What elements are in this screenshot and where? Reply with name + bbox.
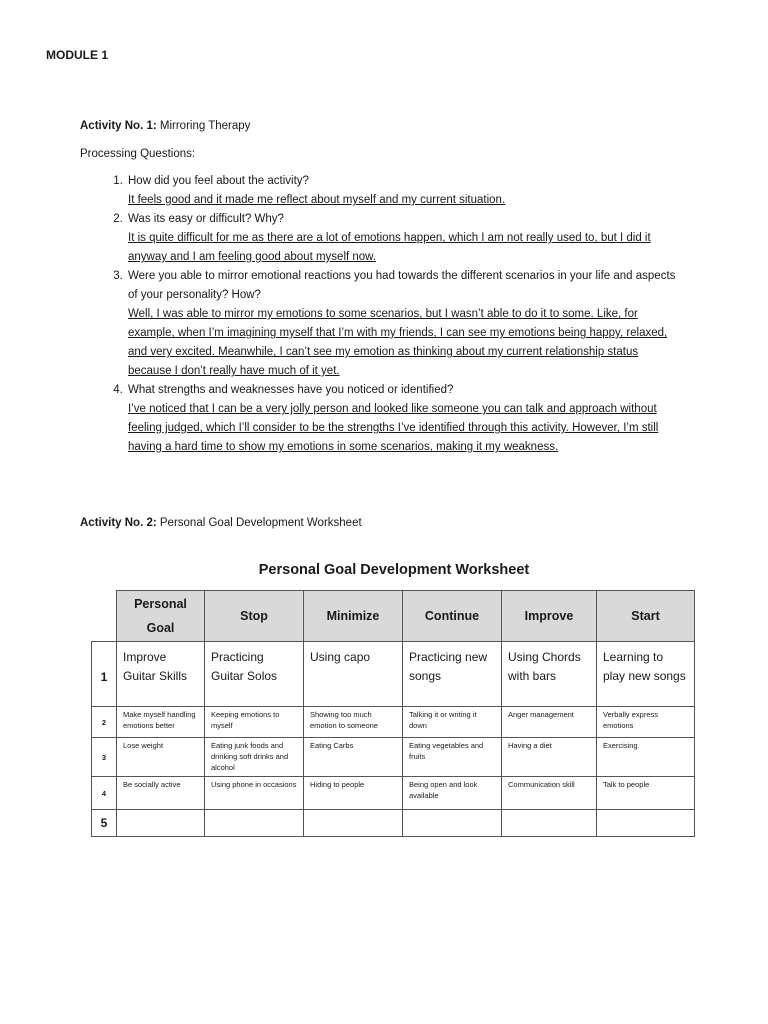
question-item <box>126 210 680 267</box>
answer-text: It feels good and it made me reflect about myself and my current situation. <box>128 194 506 206</box>
processing-questions-heading: Processing Questions: <box>80 148 196 160</box>
improve-cell <box>502 810 597 837</box>
answer-text: It is quite difficult for me as there are a lot of emotions happen, which I am not really used to, but I did it anyway and I am feeling good about myself now. <box>128 232 651 263</box>
row-number: 4 <box>92 777 117 810</box>
answer-text: I’ve noticed that I can be a very jolly person and looked like someone you can talk and approach without feeling judged, which I’ll consider to be the strengths I’ve identified through this activity. However, I’m still having a hard time to show my emotions in some scenarios, making it my weakness. <box>128 403 659 453</box>
question-item <box>126 381 680 457</box>
improve-cell: Having a diet <box>502 738 597 777</box>
header-start: Start <box>597 591 695 642</box>
goal-cell: Lose weight <box>117 738 205 777</box>
header-corner-cell <box>92 591 117 642</box>
activity-1-label: Activity No. 1: <box>80 120 157 132</box>
continue-cell: Being open and look available <box>403 777 502 810</box>
module-heading: MODULE 1 <box>46 48 109 62</box>
row-number: 1 <box>92 642 117 707</box>
continue-cell <box>403 810 502 837</box>
improve-cell: Communication skill <box>502 777 597 810</box>
start-cell <box>597 810 695 837</box>
minimize-cell <box>304 810 403 837</box>
table-row <box>92 738 695 777</box>
improve-cell: Anger management <box>502 707 597 738</box>
question-text: 4. What strengths and weaknesses have you noticed or identified? <box>128 384 454 396</box>
table-row <box>92 642 695 707</box>
minimize-cell: Hiding to people <box>304 777 403 810</box>
goal-cell <box>117 810 205 837</box>
activity-1-name: Mirroring Therapy <box>159 120 251 132</box>
question-text: 2. Was its easy or difficult? Why? <box>128 213 284 225</box>
header-personal-goal <box>117 591 205 642</box>
goal-cell: Be socially active <box>117 777 205 810</box>
continue-cell: Eating vegetables and fruits <box>403 738 502 777</box>
row-number: 5 <box>92 810 117 837</box>
table-row <box>92 707 695 738</box>
activity-2-title <box>80 515 362 531</box>
start-cell: Exercising <box>597 738 695 777</box>
table-row <box>92 810 695 837</box>
goal-cell: Improve Guitar Skills <box>117 642 205 707</box>
answer-text: Well, I was able to mirror my emotions to some scenarios, but I wasn’t able to do it to some. Like, for example, when I’m imagining myself that I’m with my friends, I can see my emotions being happy, relaxed, and very excited. Meanwhile, I can’t see my emotion as thinking about my current relationship status because I don’t really have much of it yet. <box>128 308 668 377</box>
header-improve: Improve <box>502 591 597 642</box>
minimize-cell: Eating Carbs <box>304 738 403 777</box>
activity-1-title <box>80 118 680 134</box>
question-text: 1. How did you feel about the activity? <box>128 175 309 187</box>
question-item <box>126 267 680 381</box>
goal-cell: Make myself handling emotions better <box>117 707 205 738</box>
continue-cell: Talking it or writing it down <box>403 707 502 738</box>
start-cell: Talk to people <box>597 777 695 810</box>
table-header-row <box>92 591 695 642</box>
row-number: 3 <box>92 738 117 777</box>
activity-2-label: Activity No. 2: <box>80 517 157 529</box>
stop-cell: Eating junk foods and drinking soft drinks and alcohol <box>205 738 304 777</box>
header-personal-goal-line1: Personal <box>134 597 187 611</box>
activity-1-section <box>80 118 680 457</box>
improve-cell: Using Chords with bars <box>502 642 597 707</box>
activity-2-name: Personal Goal Development Worksheet <box>159 517 362 529</box>
header-stop: Stop <box>205 591 304 642</box>
worksheet-title: Personal Goal Development Worksheet <box>258 562 530 578</box>
header-minimize: Minimize <box>304 591 403 642</box>
header-personal-goal-line2: Goal <box>146 621 175 635</box>
stop-cell: Practicing Guitar Solos <box>205 642 304 707</box>
start-cell: Verbally express emotions <box>597 707 695 738</box>
minimize-cell: Using capo <box>304 642 403 707</box>
goal-worksheet-table <box>91 590 695 837</box>
stop-cell: Keeping emotions to myself <box>205 707 304 738</box>
stop-cell <box>205 810 304 837</box>
header-continue: Continue <box>403 591 502 642</box>
table-row <box>92 777 695 810</box>
stop-cell: Using phone in occasions <box>205 777 304 810</box>
minimize-cell: Showing too much emotion to someone <box>304 707 403 738</box>
question-item <box>126 172 680 210</box>
question-list <box>80 172 680 457</box>
continue-cell: Practicing new songs <box>403 642 502 707</box>
row-number: 2 <box>92 707 117 738</box>
start-cell: Learning to play new songs <box>597 642 695 707</box>
question-text: 3. Were you able to mirror emotional reactions you had towards the different scenarios in your life and aspects of your personality? How? <box>128 270 676 301</box>
